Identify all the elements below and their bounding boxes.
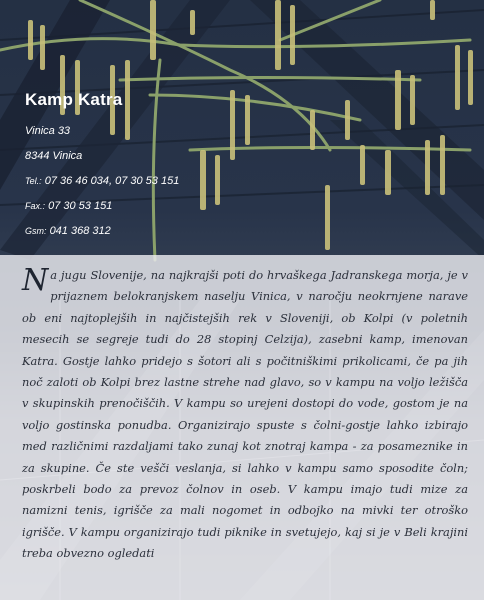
fax-line <box>25 199 245 224</box>
address-line: Vinica 33 <box>25 125 71 137</box>
gsm-line <box>25 224 245 249</box>
city-line: 8344 Vinica <box>25 150 83 162</box>
tel-value: 07 36 46 034, 07 30 53 151 <box>44 175 180 187</box>
camp-name: Kamp Katra <box>25 90 123 109</box>
gsm-value: 041 368 312 <box>49 225 111 237</box>
fax-value: 07 30 53 151 <box>48 200 113 212</box>
drop-cap: N <box>22 263 49 298</box>
tel-line <box>25 174 245 199</box>
contact-block <box>25 90 245 249</box>
description-body: a jugu Slovenije, na najkrajši poti do hrvaškega Jadranskega morja, je v prijaznem belokranjskem naselju Vinica, v naročju neokrnjene narave ob eni najtoplejših in najčistejših rek v Sloveniji, ob Kolpi (v poletnih mesecih se segreje tudi do 28 stopinj Celzija), zasebni kamp, imenovan Katra. Gostje lahko pridejo s šotori ali s počitniškimi prikolicami, če pa jih noč zaloti ob Kolpi brez lastne strehe nad glavo, so v kampu na voljo ležišča v skupinskih prenočiščih. V kampu so urejeni dostopi do vode, gostom je na voljo gostinska ponudba. Organizirajo spuste s čolni-gostje lahko izbirajo med različnimi razdaljami tako zunaj kot znotraj kampa - za posameznike in za skupine. Če ste vešči veslanja, si lahko v kampu samo sposodite čoln; poskrbeli bodo za prevoz čolnov in oseb. V kampu imajo tudi mize za namizni tenis, igrišče za mali nogomet in odbojko na mivki ter otroško igrišče. V kampu organizirajo tudi piknike in svetujejo, kaj si je v Beli krajini treba obvezno ogledati <box>22 268 468 561</box>
fax-label: Fax.: <box>25 201 46 211</box>
gsm-label: Gsm: <box>25 226 47 236</box>
tel-label: Tel.: <box>25 176 42 186</box>
description-text <box>22 265 468 565</box>
